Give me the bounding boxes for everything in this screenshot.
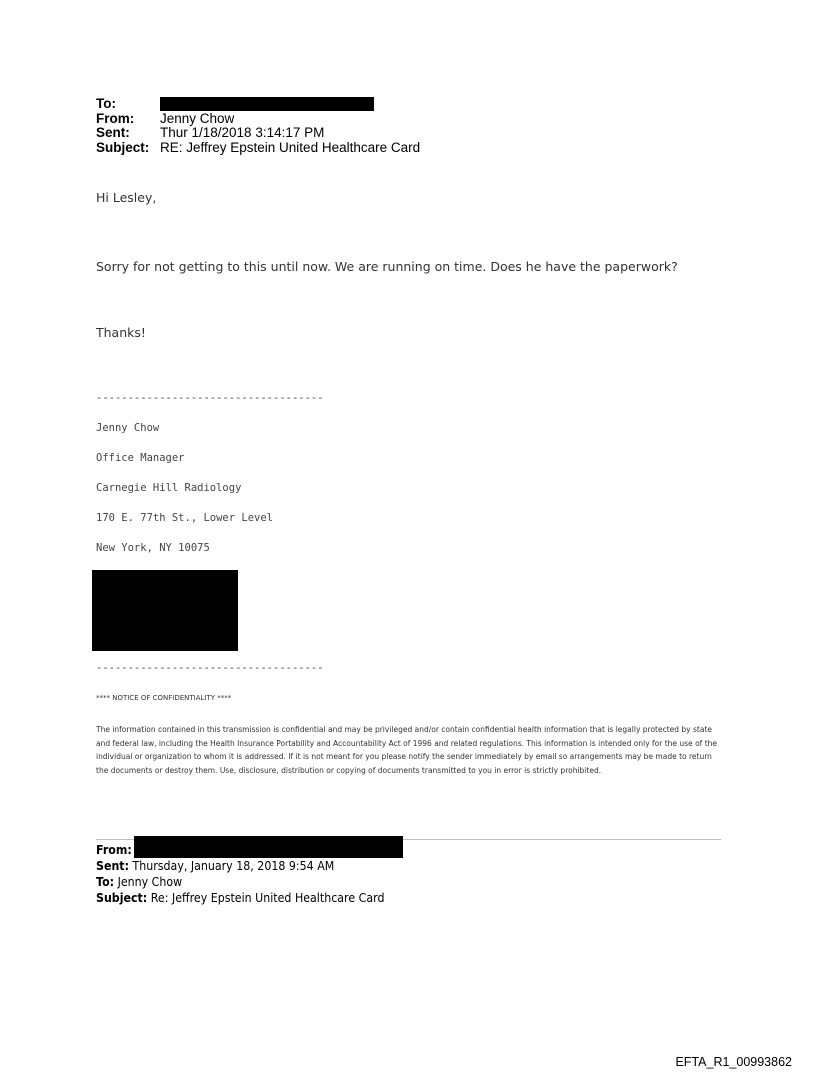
email-header [96,97,420,155]
to-row [96,97,420,112]
prev-to-row [96,874,384,890]
message-body: Sorry for not getting to this until now. We are running on time. Does he have the paperwork? [96,259,678,274]
prev-sent-value: Thursday, January 18, 2018 9:54 AM [132,859,335,873]
signature-address-line1: 170 E. 77th St., Lower Level [96,512,274,524]
greeting: Hi Lesley, [96,190,157,205]
confidentiality-title: **** NOTICE OF CONFIDENTIALITY **** [96,694,232,702]
signature-name: Jenny Chow [96,422,160,434]
prev-subject-row [96,890,384,906]
sent-row [96,126,420,141]
document-id: EFTA_R1_00993862 [675,1055,792,1069]
prev-to-label: To: [96,875,115,889]
subject-label: Subject: [96,139,150,155]
to-label: To: [96,96,116,111]
redaction-box [92,570,238,651]
from-row [96,112,420,127]
signature-address-line2: New York, NY 10075 [96,542,210,554]
prev-from-row [96,842,384,858]
signature-title: Office Manager [96,452,185,464]
signature-separator-bottom: ------------------------------------ [96,662,324,674]
redaction-box [160,97,374,111]
prev-subject-label: Subject: [96,891,148,905]
prev-from-label: From: [96,843,132,857]
prev-sent-label: Sent: [96,859,129,873]
from-value: Jenny Chow [160,110,235,126]
previous-message-header [96,842,384,906]
prev-sent-row [96,858,384,874]
from-label: From: [96,110,135,126]
signature-company: Carnegie Hill Radiology [96,482,242,494]
subject-row [96,141,420,156]
subject-value: RE: Jeffrey Epstein United Healthcare Card [160,139,421,155]
sent-label: Sent: [96,125,130,140]
signature-separator: ------------------------------------ [96,392,324,404]
confidentiality-notice: The information contained in this transmission is confidential and may be privileged and/or contain confidential health information that is legally protected by state and federal law, including the Health Insurance Portability and Accountability Act of 1996 and related regulations. This information is intended only for the use of the individual or organization to whom it is addressed. If it is not meant for you please notify the sender immediately by email so arrangements may be made to return the documents or destroy them. Use, disclosure, distribution or copying of documents transmitted to you in error is strictly prohibited. [96,725,718,775]
prev-to-value: Jenny Chow [117,875,183,889]
closing: Thanks! [96,325,146,340]
sent-value: Thur 1/18/2018 3:14:17 PM [160,125,325,140]
prev-subject-value: Re: Jeffrey Epstein United Healthcare Card [150,891,385,905]
